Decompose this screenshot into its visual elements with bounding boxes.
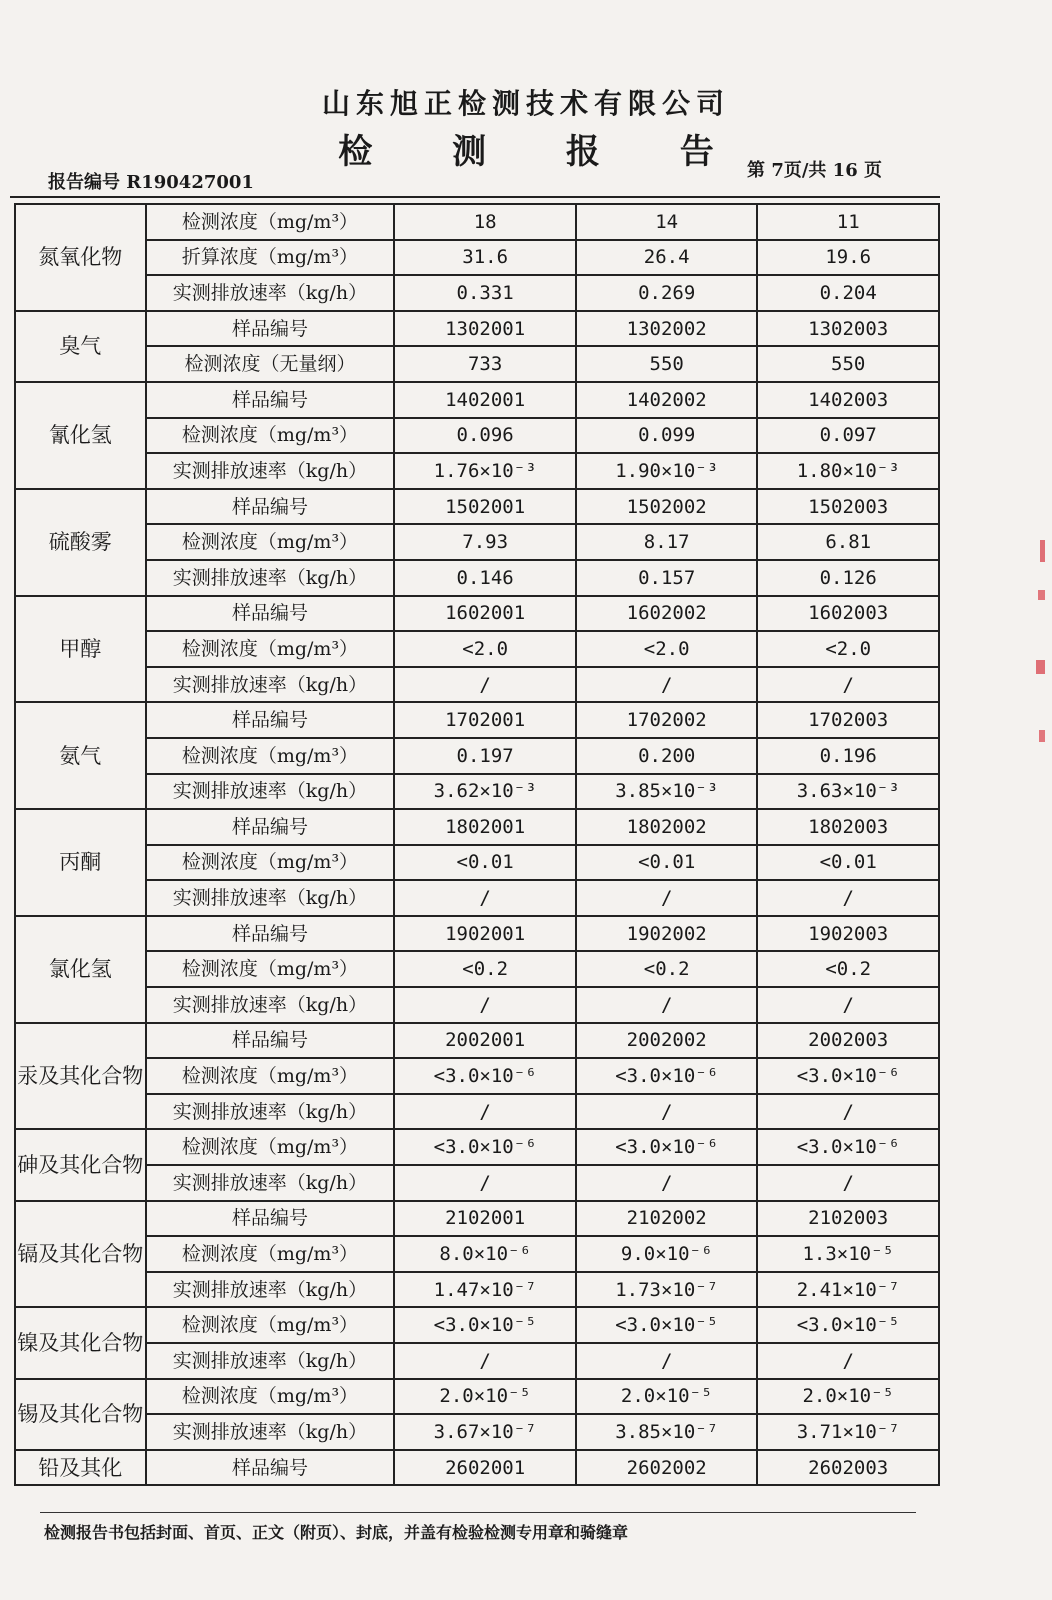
sample-value-1: 31.6 — [394, 240, 576, 276]
measurement-item: 实测排放速率（kg/h） — [146, 880, 395, 916]
measurement-item: 检测浓度（mg/m³） — [146, 1307, 395, 1343]
sample-value-1: 1702001 — [394, 702, 576, 738]
sample-value-2: 1.73×10⁻⁷ — [576, 1272, 758, 1308]
measurement-item: 样品编号 — [146, 809, 395, 845]
sample-value-2: 2102002 — [576, 1201, 758, 1237]
sample-value-1: 0.096 — [394, 418, 576, 454]
pollutant-category: 汞及其化合物 — [15, 1023, 146, 1130]
table-row — [15, 204, 939, 240]
sample-value-1: 1.47×10⁻⁷ — [394, 1272, 576, 1308]
sample-value-2: 2.0×10⁻⁵ — [576, 1379, 758, 1415]
sample-value-3: 1.80×10⁻³ — [757, 453, 939, 489]
table-row — [15, 1272, 939, 1308]
sample-value-2: 1902002 — [576, 916, 758, 952]
sample-value-3: 0.097 — [757, 418, 939, 454]
table-row — [15, 275, 939, 311]
measurement-item: 样品编号 — [146, 382, 395, 418]
sample-value-2: 0.269 — [576, 275, 758, 311]
sample-value-1: 2602001 — [394, 1450, 576, 1486]
table-row — [15, 1023, 939, 1059]
sample-value-1: 1902001 — [394, 916, 576, 952]
results-table — [14, 203, 940, 1486]
measurement-item: 样品编号 — [146, 1450, 395, 1486]
measurement-item: 检测浓度（mg/m³） — [146, 1129, 395, 1165]
sample-value-3: 1802003 — [757, 809, 939, 845]
table-row — [15, 346, 939, 382]
measurement-item: 实测排放速率（kg/h） — [146, 987, 395, 1023]
sample-value-3: 550 — [757, 346, 939, 382]
table-row — [15, 987, 939, 1023]
page-indicator: 第 7页/共 16 页 — [747, 160, 882, 181]
measurement-item: 检测浓度（mg/m³） — [146, 1236, 395, 1272]
sample-value-2: <3.0×10⁻⁶ — [576, 1129, 758, 1165]
footer-note: 检测报告书包括封面、首页、正文（附页）、封底，并盖有检验检测专用章和骑缝章 — [44, 1523, 629, 1542]
pollutant-category: 镍及其化合物 — [15, 1307, 146, 1378]
sample-value-2: / — [576, 1165, 758, 1201]
sample-value-2: <3.0×10⁻⁵ — [576, 1307, 758, 1343]
sample-value-2: 2002002 — [576, 1023, 758, 1059]
sample-value-3: / — [757, 880, 939, 916]
sample-value-3: 0.204 — [757, 275, 939, 311]
pollutant-category: 丙酮 — [15, 809, 146, 916]
sample-value-3: 2602003 — [757, 1450, 939, 1486]
sample-value-2: 550 — [576, 346, 758, 382]
sample-value-3: / — [757, 987, 939, 1023]
table-row — [15, 631, 939, 667]
pollutant-category: 镉及其化合物 — [15, 1201, 146, 1308]
measurement-item: 样品编号 — [146, 1201, 395, 1237]
table-row — [15, 311, 939, 347]
sample-value-2: 3.85×10⁻⁷ — [576, 1414, 758, 1450]
sample-value-3: 3.71×10⁻⁷ — [757, 1414, 939, 1450]
sample-value-2: <3.0×10⁻⁶ — [576, 1058, 758, 1094]
sample-value-1: 7.93 — [394, 524, 576, 560]
sample-value-3: 6.81 — [757, 524, 939, 560]
sample-value-1: <3.0×10⁻⁶ — [394, 1058, 576, 1094]
sample-value-2: 26.4 — [576, 240, 758, 276]
sample-value-2: 3.85×10⁻³ — [576, 774, 758, 810]
sample-value-3: / — [757, 1343, 939, 1379]
sample-value-1: / — [394, 667, 576, 703]
sample-value-3: 1402003 — [757, 382, 939, 418]
table-row — [15, 667, 939, 703]
report-number: 报告编号 R190427001 — [48, 172, 254, 193]
sample-value-1: 0.146 — [394, 560, 576, 596]
sample-value-2: 1502002 — [576, 489, 758, 525]
sample-value-1: <0.2 — [394, 951, 576, 987]
sample-value-3: 0.126 — [757, 560, 939, 596]
pollutant-category: 铅及其化 — [15, 1450, 146, 1486]
measurement-item: 实测排放速率（kg/h） — [146, 667, 395, 703]
table-row — [15, 240, 939, 276]
measurement-item: 检测浓度（mg/m³） — [146, 951, 395, 987]
table-row — [15, 489, 939, 525]
sample-value-3: <2.0 — [757, 631, 939, 667]
pollutant-category: 氨气 — [15, 702, 146, 809]
table-row — [15, 951, 939, 987]
sample-value-1: 0.331 — [394, 275, 576, 311]
sample-value-3: 3.63×10⁻³ — [757, 774, 939, 810]
table-row — [15, 1058, 939, 1094]
measurement-item: 折算浓度（mg/m³） — [146, 240, 395, 276]
pollutant-category: 甲醇 — [15, 596, 146, 703]
sample-value-2: 0.099 — [576, 418, 758, 454]
table-row — [15, 702, 939, 738]
table-row — [15, 809, 939, 845]
sample-value-1: <2.0 — [394, 631, 576, 667]
sample-value-1: 2002001 — [394, 1023, 576, 1059]
sample-value-1: 1802001 — [394, 809, 576, 845]
sample-value-3: 11 — [757, 204, 939, 240]
sample-value-3: / — [757, 1165, 939, 1201]
sample-value-2: 1402002 — [576, 382, 758, 418]
table-row — [15, 1236, 939, 1272]
sample-value-1: 3.67×10⁻⁷ — [394, 1414, 576, 1450]
sample-value-2: <0.2 — [576, 951, 758, 987]
table-row — [15, 738, 939, 774]
sample-value-1: 733 — [394, 346, 576, 382]
sample-value-3: 1.3×10⁻⁵ — [757, 1236, 939, 1272]
sample-value-3: <3.0×10⁻⁶ — [757, 1058, 939, 1094]
sample-value-2: 0.157 — [576, 560, 758, 596]
sample-value-3: 2.41×10⁻⁷ — [757, 1272, 939, 1308]
sample-value-2: <0.01 — [576, 845, 758, 881]
sample-value-2: / — [576, 1343, 758, 1379]
sample-value-2: 1602002 — [576, 596, 758, 632]
measurement-item: 实测排放速率（kg/h） — [146, 1414, 395, 1450]
sample-value-2: 1.90×10⁻³ — [576, 453, 758, 489]
sample-value-3: <0.01 — [757, 845, 939, 881]
sample-value-3: 1602003 — [757, 596, 939, 632]
sample-value-2: 1702002 — [576, 702, 758, 738]
sample-value-2: 2602002 — [576, 1450, 758, 1486]
sample-value-3: 2.0×10⁻⁵ — [757, 1379, 939, 1415]
sample-value-1: <0.01 — [394, 845, 576, 881]
table-row — [15, 1201, 939, 1237]
sample-value-1: / — [394, 1165, 576, 1201]
measurement-item: 样品编号 — [146, 916, 395, 952]
pollutant-category: 锡及其化合物 — [15, 1379, 146, 1450]
sample-value-3: 2102003 — [757, 1201, 939, 1237]
table-row — [15, 560, 939, 596]
measurement-item: 检测浓度（mg/m³） — [146, 845, 395, 881]
header-divider — [10, 196, 940, 198]
sample-value-3: 1502003 — [757, 489, 939, 525]
table-row — [15, 1450, 939, 1486]
sample-value-2: 8.17 — [576, 524, 758, 560]
sample-value-3: 1902003 — [757, 916, 939, 952]
sample-value-2: 1302002 — [576, 311, 758, 347]
table-row — [15, 1414, 939, 1450]
measurement-item: 样品编号 — [146, 1023, 395, 1059]
table-row — [15, 1129, 939, 1165]
sample-value-1: / — [394, 987, 576, 1023]
table-row — [15, 845, 939, 881]
sample-value-2: 9.0×10⁻⁶ — [576, 1236, 758, 1272]
table-row — [15, 880, 939, 916]
measurement-item: 实测排放速率（kg/h） — [146, 774, 395, 810]
measurement-item: 实测排放速率（kg/h） — [146, 275, 395, 311]
footer-divider — [40, 1512, 916, 1513]
measurement-item: 检测浓度（mg/m³） — [146, 418, 395, 454]
sample-value-2: 0.200 — [576, 738, 758, 774]
table-row — [15, 774, 939, 810]
sample-value-3: 0.196 — [757, 738, 939, 774]
sample-value-2: / — [576, 667, 758, 703]
sample-value-1: / — [394, 1094, 576, 1130]
pollutant-category: 砷及其化合物 — [15, 1129, 146, 1200]
pollutant-category: 臭气 — [15, 311, 146, 382]
sample-value-1: 1302001 — [394, 311, 576, 347]
pollutant-category: 氰化氢 — [15, 382, 146, 489]
measurement-item: 检测浓度（mg/m³） — [146, 631, 395, 667]
sample-value-3: <3.0×10⁻⁶ — [757, 1129, 939, 1165]
measurement-item: 样品编号 — [146, 596, 395, 632]
sample-value-3: 1702003 — [757, 702, 939, 738]
sample-value-1: 18 — [394, 204, 576, 240]
sample-value-2: / — [576, 987, 758, 1023]
sample-value-2: 1802002 — [576, 809, 758, 845]
sample-value-3: / — [757, 1094, 939, 1130]
sample-value-2: / — [576, 880, 758, 916]
results-table-body — [15, 204, 939, 1485]
measurement-item: 实测排放速率（kg/h） — [146, 1094, 395, 1130]
sample-value-2: 14 — [576, 204, 758, 240]
sample-value-1: 0.197 — [394, 738, 576, 774]
measurement-item: 检测浓度（无量纲） — [146, 346, 395, 382]
table-row — [15, 1094, 939, 1130]
measurement-item: 样品编号 — [146, 311, 395, 347]
sample-value-3: <3.0×10⁻⁵ — [757, 1307, 939, 1343]
sample-value-1: 1602001 — [394, 596, 576, 632]
measurement-item: 实测排放速率（kg/h） — [146, 1165, 395, 1201]
sample-value-3: 19.6 — [757, 240, 939, 276]
measurement-item: 检测浓度（mg/m³） — [146, 204, 395, 240]
pollutant-category: 氮氧化物 — [15, 204, 146, 311]
company-name: 山东旭正检测技术有限公司 — [321, 87, 730, 120]
table-row — [15, 596, 939, 632]
sample-value-1: 1402001 — [394, 382, 576, 418]
table-row — [15, 524, 939, 560]
seam-stamp-edge — [1024, 530, 1052, 770]
sample-value-2: <2.0 — [576, 631, 758, 667]
sample-value-1: <3.0×10⁻⁵ — [394, 1307, 576, 1343]
sample-value-3: 1302003 — [757, 311, 939, 347]
sample-value-3: 2002003 — [757, 1023, 939, 1059]
measurement-item: 样品编号 — [146, 702, 395, 738]
sample-value-1: 1502001 — [394, 489, 576, 525]
measurement-item: 实测排放速率（kg/h） — [146, 453, 395, 489]
sample-value-3: / — [757, 667, 939, 703]
sample-value-1: 2.0×10⁻⁵ — [394, 1379, 576, 1415]
sample-value-1: / — [394, 1343, 576, 1379]
table-row — [15, 418, 939, 454]
table-row — [15, 1343, 939, 1379]
pollutant-category: 硫酸雾 — [15, 489, 146, 596]
document-title: 检 测 报 告 — [338, 132, 748, 172]
pollutant-category: 氯化氢 — [15, 916, 146, 1023]
measurement-item: 实测排放速率（kg/h） — [146, 1343, 395, 1379]
measurement-item: 检测浓度（mg/m³） — [146, 524, 395, 560]
sample-value-1: 1.76×10⁻³ — [394, 453, 576, 489]
sample-value-3: <0.2 — [757, 951, 939, 987]
table-row — [15, 1307, 939, 1343]
sample-value-2: / — [576, 1094, 758, 1130]
measurement-item: 检测浓度（mg/m³） — [146, 1058, 395, 1094]
table-row — [15, 916, 939, 952]
sample-value-1: <3.0×10⁻⁶ — [394, 1129, 576, 1165]
sample-value-1: 2102001 — [394, 1201, 576, 1237]
measurement-item: 检测浓度（mg/m³） — [146, 738, 395, 774]
table-row — [15, 1379, 939, 1415]
table-row — [15, 382, 939, 418]
table-row — [15, 453, 939, 489]
sample-value-1: 3.62×10⁻³ — [394, 774, 576, 810]
measurement-item: 检测浓度（mg/m³） — [146, 1379, 395, 1415]
measurement-item: 实测排放速率（kg/h） — [146, 1272, 395, 1308]
table-row — [15, 1165, 939, 1201]
measurement-item: 样品编号 — [146, 489, 395, 525]
measurement-item: 实测排放速率（kg/h） — [146, 560, 395, 596]
sample-value-1: / — [394, 880, 576, 916]
sample-value-1: 8.0×10⁻⁶ — [394, 1236, 576, 1272]
